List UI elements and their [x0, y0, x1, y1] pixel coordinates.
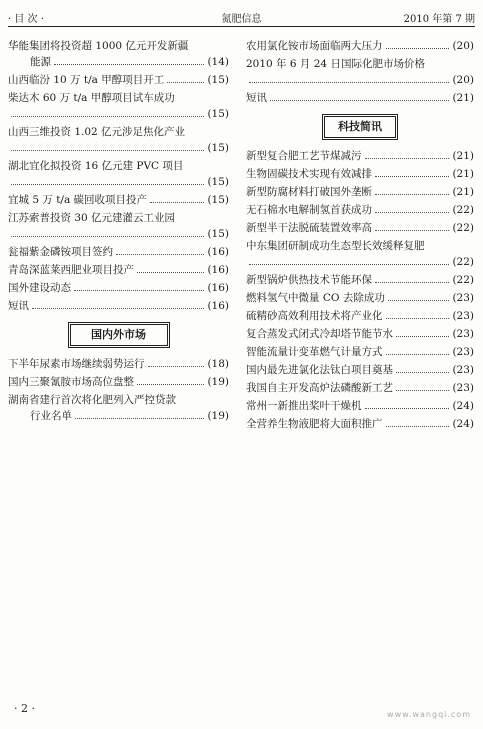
toc-entry-page: (16)	[207, 300, 229, 312]
toc-entry[interactable]	[246, 308, 474, 324]
toc-entry-title: 江苏索普投资 30 亿元建灌云工业园	[8, 212, 176, 224]
dot-leader	[375, 176, 449, 177]
toc-entry[interactable]	[8, 38, 229, 70]
toc-entry-page: (23)	[452, 310, 474, 322]
toc-entry[interactable]	[246, 90, 474, 106]
toc-entry-page: (21)	[452, 92, 474, 104]
toc-entry[interactable]	[246, 362, 474, 378]
dot-leader	[116, 254, 204, 255]
toc-entry-title: 常州一新推出桨叶干燥机	[246, 400, 362, 412]
toc-entry-title-continued: 行业名单	[30, 410, 72, 422]
toc-entry-page: (22)	[452, 256, 474, 268]
toc-entry-title: 国外建设动态	[8, 282, 71, 294]
toc-entry-title: 新型半干法脱硫装置效率高	[246, 222, 372, 234]
watermark: www.wangqi.com	[387, 710, 471, 719]
toc-entry-title: 2010 年 6 月 24 日国际化肥市场价格	[246, 58, 425, 70]
toc-entry-page: (23)	[452, 346, 474, 358]
toc-entry[interactable]	[8, 90, 229, 122]
toc-entry-page: (19)	[207, 376, 229, 388]
toc-entry-title: 山西临汾 10 万 t/a 甲醇项目开工	[8, 74, 165, 86]
toc-entry-page: (20)	[452, 40, 474, 52]
toc-entry[interactable]	[246, 290, 474, 306]
toc-entry-page: (14)	[207, 56, 229, 68]
section-title-market: 国内外市场	[70, 324, 168, 346]
toc-entry-page: (18)	[207, 358, 229, 370]
dot-leader	[375, 230, 449, 231]
dot-leader	[365, 408, 450, 409]
toc-entry-title: 智能流量计变革燃气计量方式	[246, 346, 383, 358]
dot-leader	[137, 384, 204, 385]
toc-entry[interactable]	[246, 148, 474, 164]
toc-entry-page: (24)	[452, 418, 474, 430]
toc-entry[interactable]	[8, 124, 229, 156]
toc-entry-page: (22)	[452, 204, 474, 216]
dot-leader	[386, 48, 450, 49]
toc-entry-title: 柴达木 60 万 t/a 甲醇项目试车成功	[8, 92, 175, 104]
header-journal-title: 氮肥信息	[221, 14, 262, 25]
toc-entry[interactable]	[8, 374, 229, 390]
toc-entry-title: 新型防腐材料打破国外垄断	[246, 186, 372, 198]
toc-list	[246, 148, 474, 432]
toc-entry-title: 复合蒸发式闭式冷却塔节能节水	[246, 328, 393, 340]
toc-entry-title: 无石棉水电解制氢首获成功	[246, 204, 372, 216]
toc-entry-page: (22)	[452, 274, 474, 286]
toc-entry-title: 华能集团将投资超 1000 亿元开发新疆	[8, 40, 189, 52]
toc-entry-title: 山西三维投资 1.02 亿元涉足焦化产业	[8, 126, 186, 138]
dot-leader	[386, 426, 450, 427]
toc-entry[interactable]	[246, 344, 474, 360]
toc-entry-page: (19)	[207, 410, 229, 422]
dot-leader	[74, 290, 204, 291]
toc-entry[interactable]	[246, 380, 474, 396]
toc-entry-title: 燃料氢气中微量 CO 去除成功	[246, 292, 385, 304]
dot-leader	[11, 150, 204, 151]
dot-leader	[137, 272, 204, 273]
toc-entry[interactable]	[246, 166, 474, 182]
dot-leader	[148, 366, 205, 367]
toc-list	[8, 356, 229, 424]
toc-entry-page: (15)	[207, 194, 229, 206]
dot-leader	[11, 236, 204, 237]
toc-entry-page: (21)	[452, 168, 474, 180]
toc-entry-title: 农用氯化铵市场面临两大压力	[246, 40, 383, 52]
toc-entry-title: 宜城 5 万 t/a 碳回收项目投产	[8, 194, 148, 206]
dot-leader	[375, 194, 449, 195]
toc-entry[interactable]	[8, 158, 229, 190]
toc-entry-page: (15)	[207, 176, 229, 188]
toc-entry[interactable]	[246, 184, 474, 200]
toc-entry-title: 硫精砂高效利用技术将产业化	[246, 310, 383, 322]
dot-leader	[11, 184, 204, 185]
dot-leader	[167, 82, 204, 83]
toc-entry-title: 国内最先进氯化法钛白项目奠基	[246, 364, 393, 376]
toc-entry-title: 短讯	[8, 300, 29, 312]
dot-leader	[396, 390, 449, 391]
toc-entry[interactable]	[246, 326, 474, 342]
dot-leader	[396, 336, 449, 337]
toc-entry-title: 生物固碳技术实现有效减排	[246, 168, 372, 180]
dot-leader	[270, 100, 449, 101]
toc-entry[interactable]	[246, 272, 474, 288]
toc-entry-title: 青岛深蓝莱西肥业项目投产	[8, 264, 134, 276]
toc-entry-title: 瓮福紫金磷铵项目签约	[8, 246, 113, 258]
toc-entry[interactable]	[8, 244, 229, 260]
toc-entry-page: (16)	[207, 246, 229, 258]
toc-entry-title-continued: 能源	[30, 56, 51, 68]
toc-entry-page: (15)	[207, 142, 229, 154]
toc-list	[8, 38, 229, 314]
dot-leader	[386, 354, 450, 355]
dot-leader	[388, 300, 450, 301]
dot-leader	[249, 82, 449, 83]
toc-entry[interactable]	[8, 192, 229, 208]
page-number: · 2 ·	[14, 702, 35, 715]
dot-leader	[75, 418, 204, 419]
toc-entry-page: (23)	[452, 292, 474, 304]
dot-leader	[396, 372, 449, 373]
dot-leader	[386, 318, 450, 319]
toc-entry-title: 短讯	[246, 92, 267, 104]
toc-entry-title: 湖北宜化拟投资 16 亿元建 PVC 项目	[8, 160, 184, 172]
dot-leader	[11, 116, 204, 117]
toc-entry[interactable]	[246, 56, 474, 88]
toc-entry[interactable]	[246, 220, 474, 236]
dot-leader	[365, 158, 450, 159]
toc-right-column	[246, 38, 474, 434]
dot-leader	[32, 308, 204, 309]
section-title-tech: 科技简讯	[324, 116, 396, 138]
toc-entry[interactable]	[8, 298, 229, 314]
toc-entry-title: 国内三聚氰胺市场高位盘整	[8, 376, 134, 388]
running-header	[8, 8, 475, 27]
dot-leader	[54, 64, 204, 65]
toc-list	[246, 38, 474, 106]
toc-entry-title: 新型复合肥工艺节煤减污	[246, 150, 362, 162]
toc-entry-page: (15)	[207, 108, 229, 120]
dot-leader	[375, 212, 449, 213]
toc-entry-page: (21)	[452, 150, 474, 162]
toc-entry-title: 中东集团研制成功生态型长效缓释复肥	[246, 240, 425, 252]
toc-entry[interactable]	[8, 280, 229, 296]
header-issue: 2010 年第 7 期	[403, 14, 475, 25]
dot-leader	[150, 202, 204, 203]
toc-entry[interactable]	[8, 356, 229, 372]
dot-leader	[375, 282, 449, 283]
toc-entry-page: (23)	[452, 328, 474, 340]
toc-entry[interactable]	[246, 238, 474, 270]
header-section-label: · 目 次 ·	[8, 14, 44, 25]
toc-entry[interactable]	[8, 392, 229, 424]
toc-entry-page: (22)	[452, 222, 474, 234]
toc-entry-page: (21)	[452, 186, 474, 198]
toc-entry-page: (24)	[452, 400, 474, 412]
toc-entry-page: (23)	[452, 382, 474, 394]
toc-entry-title: 新型锅炉供热技术节能环保	[246, 274, 372, 286]
toc-entry[interactable]	[246, 38, 474, 54]
toc-left-column	[8, 38, 229, 426]
toc-entry[interactable]	[8, 262, 229, 278]
toc-entry-page: (16)	[207, 264, 229, 276]
toc-entry-title: 下半年尿素市场继续弱势运行	[8, 358, 145, 370]
dot-leader	[249, 264, 449, 265]
toc-entry-page: (20)	[452, 74, 474, 86]
toc-entry[interactable]	[246, 398, 474, 414]
toc-entry[interactable]	[246, 202, 474, 218]
toc-entry-title: 湖南省建行首次将化肥列入严控贷款	[8, 394, 176, 406]
toc-entry[interactable]	[8, 72, 229, 88]
toc-entry-title: 全营养生物液肥将大面积推广	[246, 418, 383, 430]
toc-entry-page: (15)	[207, 228, 229, 240]
toc-entry-page: (16)	[207, 282, 229, 294]
toc-entry[interactable]	[8, 210, 229, 242]
toc-entry-title: 我国自主开发高炉法磷酸新工艺	[246, 382, 393, 394]
toc-entry-page: (15)	[207, 74, 229, 86]
toc-entry[interactable]	[246, 416, 474, 432]
toc-entry-page: (23)	[452, 364, 474, 376]
